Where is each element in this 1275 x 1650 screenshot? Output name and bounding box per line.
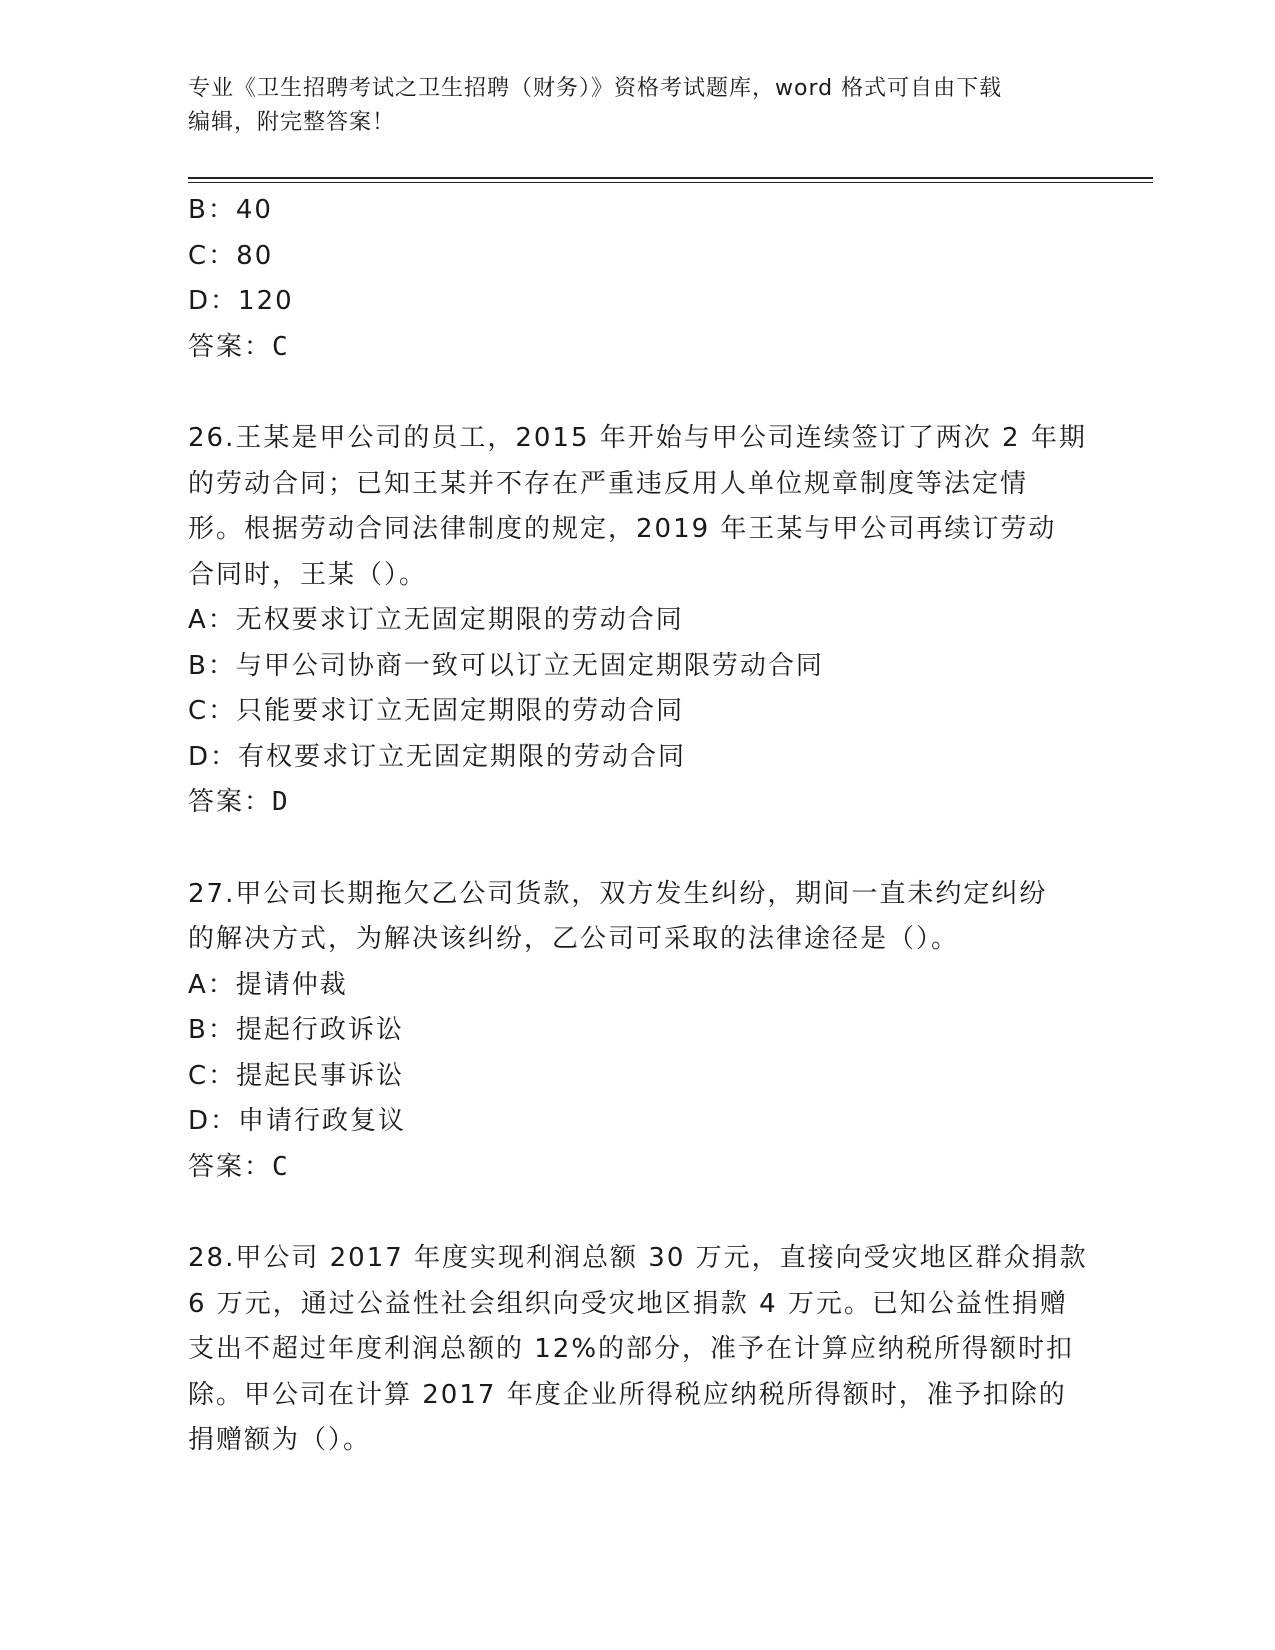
question-text-line: 支出不超过年度利润总额的 12%的部分，准予在计算应纳税所得额时扣: [188, 1334, 1075, 1364]
question-text-line: 26.王某是甲公司的员工，2015 年开始与甲公司连续签订了两次 2 年期: [188, 423, 1087, 453]
document-body: [188, 188, 1088, 1464]
page-header: [188, 72, 1088, 140]
question-text-line: 27.甲公司长期拖欠乙公司货款，双方发生纠纷，期间一直未约定纠纷: [188, 878, 1048, 909]
header-divider-thick: [188, 177, 1153, 179]
answer-value: C: [272, 1151, 290, 1182]
option-c: C：只能要求订立无固定期限的劳动合同: [188, 696, 685, 726]
answer-line: [188, 325, 1088, 371]
question-text-line: 捐赠额为（）。: [188, 1425, 372, 1455]
option-b: B：40: [188, 195, 273, 225]
question-28: [188, 1236, 1088, 1464]
answer-label: 答案：: [188, 1151, 273, 1182]
question-25-tail: [188, 188, 1088, 370]
answer-value: D: [272, 787, 290, 817]
option-c: C：提起民事诉讼: [188, 1060, 405, 1091]
question-text-line: 的劳动合同；已知王某并不存在严重违反用人单位规章制度等法定情: [188, 468, 1029, 499]
option-d: D：申请行政复议: [188, 1106, 407, 1136]
question-text-line: 形。根据劳动合同法律制度的规定，2019 年王某与甲公司再续订劳动: [188, 514, 1057, 544]
question-text-line: 合同时，王某（）。: [188, 559, 428, 590]
question-27: [188, 872, 1088, 1191]
header-line-1: 专业《卫生招聘考试之卫生招聘（财务）》资格考试题库，word 格式可自由下载: [188, 76, 1003, 101]
header-line-2: 编辑，附完整答案！: [188, 110, 396, 135]
answer-line: [188, 780, 1088, 826]
option-b: B：与甲公司协商一致可以订立无固定期限劳动合同: [188, 650, 824, 681]
question-text-line: 28.甲公司 2017 年度实现利润总额 30 万元，直接向受灾地区群众捐款: [188, 1243, 1088, 1273]
option-d: D：120: [188, 286, 294, 316]
answer-label: 答案：: [188, 787, 273, 817]
header-divider-thin: [188, 182, 1153, 183]
answer-line: [188, 1145, 1088, 1191]
question-26: [188, 416, 1088, 826]
question-text-line: 除。甲公司在计算 2017 年度企业所得税应纳税所得额时，准予扣除的: [188, 1379, 1067, 1410]
spacer: [188, 1190, 1088, 1236]
option-b: B：提起行政诉讼: [188, 1015, 404, 1045]
spacer: [188, 826, 1088, 872]
option-a: A：提请仲裁: [188, 969, 348, 1000]
question-text-line: 6 万元，通过公益性社会组织向受灾地区捐款 4 万元。已知公益性捐赠: [188, 1288, 1068, 1319]
option-d: D：有权要求订立无固定期限的劳动合同: [188, 741, 687, 772]
answer-value: C: [272, 331, 290, 362]
answer-label: 答案：: [188, 331, 273, 362]
option-a: A：无权要求订立无固定期限的劳动合同: [188, 605, 684, 635]
question-text-line: 的解决方式，为解决该纠纷，乙公司可采取的法律途径是（）。: [188, 924, 960, 954]
option-c: C：80: [188, 240, 274, 271]
spacer: [188, 370, 1088, 416]
